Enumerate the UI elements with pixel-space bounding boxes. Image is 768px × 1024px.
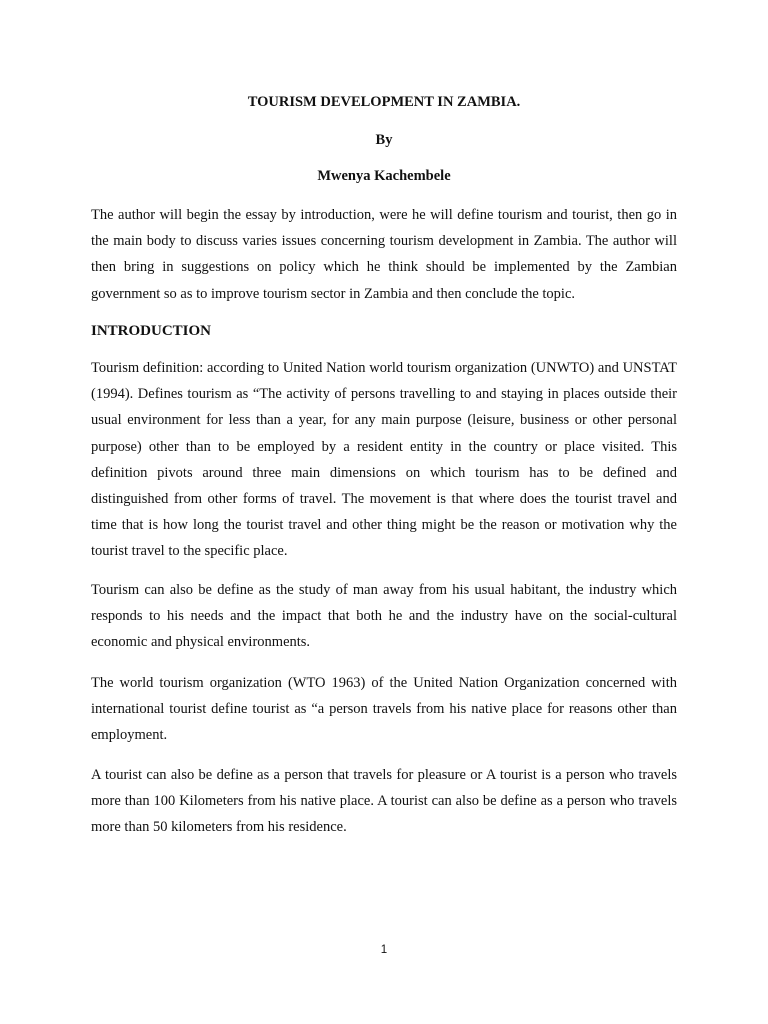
paragraph-tourism-study: Tourism can also be define as the study of man away from his usual habitant, the industry which responds to his needs and the impact that both he and the industry have on the social-cultural economic and physical environments.	[91, 582, 677, 651]
section-heading-introduction: INTRODUCTION	[91, 323, 212, 339]
paragraph-wto-tourist: The world tourism organization (WTO 1963) of the United Nation Organization concerned with international tourist define tourist as “a person travels from his native place for reasons other than employment.	[91, 675, 677, 744]
paragraph-tourism-definition: Tourism definition: according to United Nation world tourism organization (UNWTO) and UNSTAT (1994). Defines tourism as “The activity of persons travelling to and staying in places outside their usual environment for less than a year, for any main purpose (leisure, business or other personal purpose) other than to be employed by a resident entity in the country or place visited. This definition pivots around three main dimensions on which tourism has to be defined and distinguished from other forms of travel. The movement is that where does the tourist travel and time that is how long the tourist travel and other thing might be the reason or motivation why the tourist travel to the specific place.	[91, 360, 677, 560]
author-name: Mwenya Kachembele	[317, 168, 451, 184]
document-title: TOURISM DEVELOPMENT IN ZAMBIA.	[247, 94, 521, 110]
paragraph-tourist-definition: A tourist can also be define as a person that travels for pleasure or A tourist is a person who travels more than 100 Kilometers from his native place. A tourist can also be define as a person who travels more than 50 kilometers from his residence.	[91, 767, 677, 836]
page-number: 1	[380, 944, 388, 956]
by-line: By	[375, 132, 393, 148]
intro-paragraph: The author will begin the essay by introduction, were he will define tourism and tourist, then go in the main body to discuss varies issues concerning tourism development in Zambia. The author will then bring in suggestions on policy which he think should be implemented by the Zambian government so as to improve tourism sector in Zambia and then conclude the topic.	[91, 207, 677, 302]
